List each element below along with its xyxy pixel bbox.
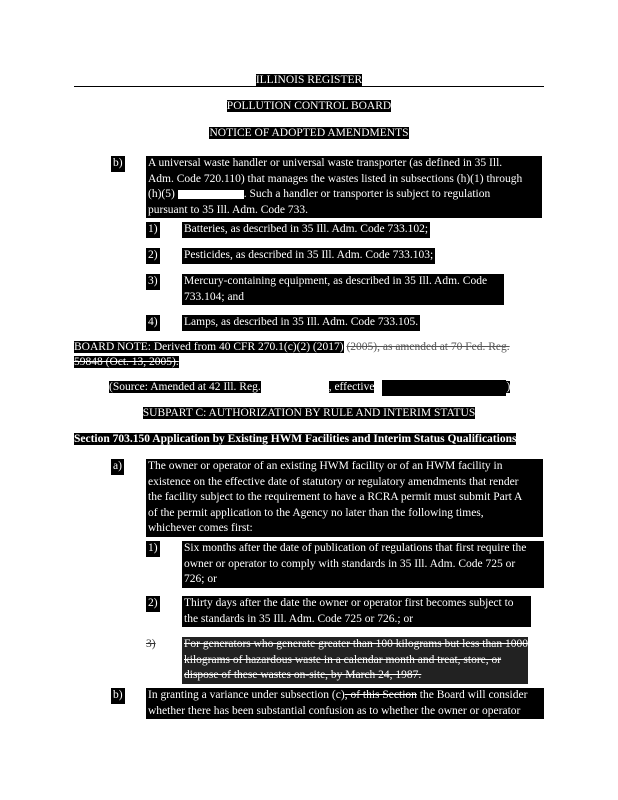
register-title: [74, 73, 544, 89]
item-a2-text: [182, 596, 531, 627]
redaction: [261, 382, 329, 393]
item-b-line: Adm. Code 720.110) that manages the wastes listed in subsections (h)(1) through: [148, 172, 523, 185]
section-title-text: Section 703.150 Application by Existing HWM Facilities and Interim Status Qualifications: [74, 433, 517, 445]
item-b-line: A universal waste handler or universal waste transporter (as defined in 35 Ill.: [148, 157, 503, 169]
item-b1-line: Batteries, as described in 35 Ill. Adm. Code 733.102;: [184, 223, 429, 235]
redaction: [178, 190, 244, 199]
item-b-line: pursuant to 35 Ill. Adm. Code 733.: [148, 203, 309, 216]
item-b4-label: 4): [146, 315, 160, 331]
board-title-text: POLLUTION CONTROL BOARD: [226, 100, 392, 112]
item-b-variance-line: In granting a variance under subsection (c), of this Section the Board will consider: [148, 689, 528, 701]
board-title: [74, 99, 544, 115]
board-note-date: 59848 (Oct. 13, 2005).: [74, 356, 179, 368]
item-a3-line: dispose of these wastes on-site, by March 24, 1987.: [184, 669, 422, 681]
item-b2-line: Pesticides, as described in 35 Ill. Adm. Code 733.103;: [184, 249, 434, 261]
register-title-text: ILLINOIS REGISTER: [255, 74, 363, 86]
section-title: [74, 432, 516, 448]
item-a3-line: kilograms of hazardous waste in a calendar month and treat, store, or: [184, 653, 502, 666]
item-a1-line: owner or operator to comply with standards in 35 Ill. Adm. Code 725 or: [184, 557, 516, 570]
item-b3-line: Mercury-containing equipment, as described in 35 Ill. Adm. Code: [184, 275, 488, 287]
item-b3-text: [182, 274, 504, 305]
item-a-line: the facility subject to the requirement to have a RCRA permit must submit Part A: [148, 491, 523, 503]
item-a-text: [146, 459, 543, 537]
item-a3-line: For generators who generate greater than 100 kilograms but less than 1000: [184, 638, 528, 650]
item-a3-text: [182, 637, 528, 684]
item-b-variance-text: [146, 688, 544, 719]
item-b-text: [146, 156, 542, 218]
item-a2-label: 2): [146, 596, 160, 612]
item-a-line: whichever comes first:: [148, 522, 253, 534]
item-b-label: b): [111, 156, 125, 172]
item-a3-label: 3): [146, 638, 156, 650]
item-b2-label: 2): [146, 248, 160, 264]
item-a-line: The owner or operator of an existing HWM facility or of an HWM facility in: [148, 460, 503, 472]
item-a2-line: Thirty days after the date the owner or operator first becomes subject to: [184, 597, 514, 609]
item-a-line: existence on the effective date of statutory or regulatory amendments that render: [148, 475, 519, 488]
source-suffix: ): [506, 381, 511, 393]
item-a1-label: 1): [146, 541, 160, 557]
notice-title: [74, 126, 544, 142]
item-b4-text: [182, 315, 420, 331]
item-a1-line: 726; or: [184, 573, 217, 585]
item-a2-line: the standards in 35 Ill. Adm. Code 725 or 726.; or: [184, 612, 414, 625]
source-prefix: (Source: Amended at 42 Ill. Reg.: [109, 381, 261, 393]
board-note-line2: [74, 355, 179, 371]
item-a1-line: Six months after the date of publication of regulations that first require the: [184, 542, 527, 554]
board-note-struck: (2005), as amended at 70 Fed. Reg.: [346, 341, 510, 353]
board-note-current: BOARD NOTE: Derived from 40 CFR 270.1(c)(2) (2017): [74, 341, 344, 353]
item-b2-text: [182, 248, 435, 264]
item-a1-text: [182, 541, 544, 588]
item-b-line: (h)(5) . Such a handler or transporter is subject to regulation: [148, 188, 491, 200]
item-b4-line: Lamps, as described in 35 Ill. Adm. Code 733.105.: [184, 316, 419, 328]
board-note-line1: [74, 340, 510, 356]
item-a-line: of the permit application to the Agency no later than the following times,: [148, 506, 484, 519]
item-b1-text: [182, 222, 430, 238]
item-a-label: a): [111, 459, 124, 475]
item-b1-label: 1): [146, 222, 160, 238]
item-b3-line: 733.104; and: [184, 290, 245, 303]
source-line: [109, 380, 510, 396]
item-b3-label: 3): [146, 274, 160, 290]
item-b-variance-line: whether there has been substantial confusion as to whether the owner or operator: [148, 704, 521, 717]
item-b-variance-label: b): [111, 688, 125, 704]
subpart-title-text: SUBPART C: AUTHORIZATION BY RULE AND INTERIM STATUS: [142, 407, 476, 419]
source-middle: , effective: [328, 381, 375, 393]
subpart-title: [74, 406, 544, 422]
notice-title-text: NOTICE OF ADOPTED AMENDMENTS: [209, 127, 409, 139]
